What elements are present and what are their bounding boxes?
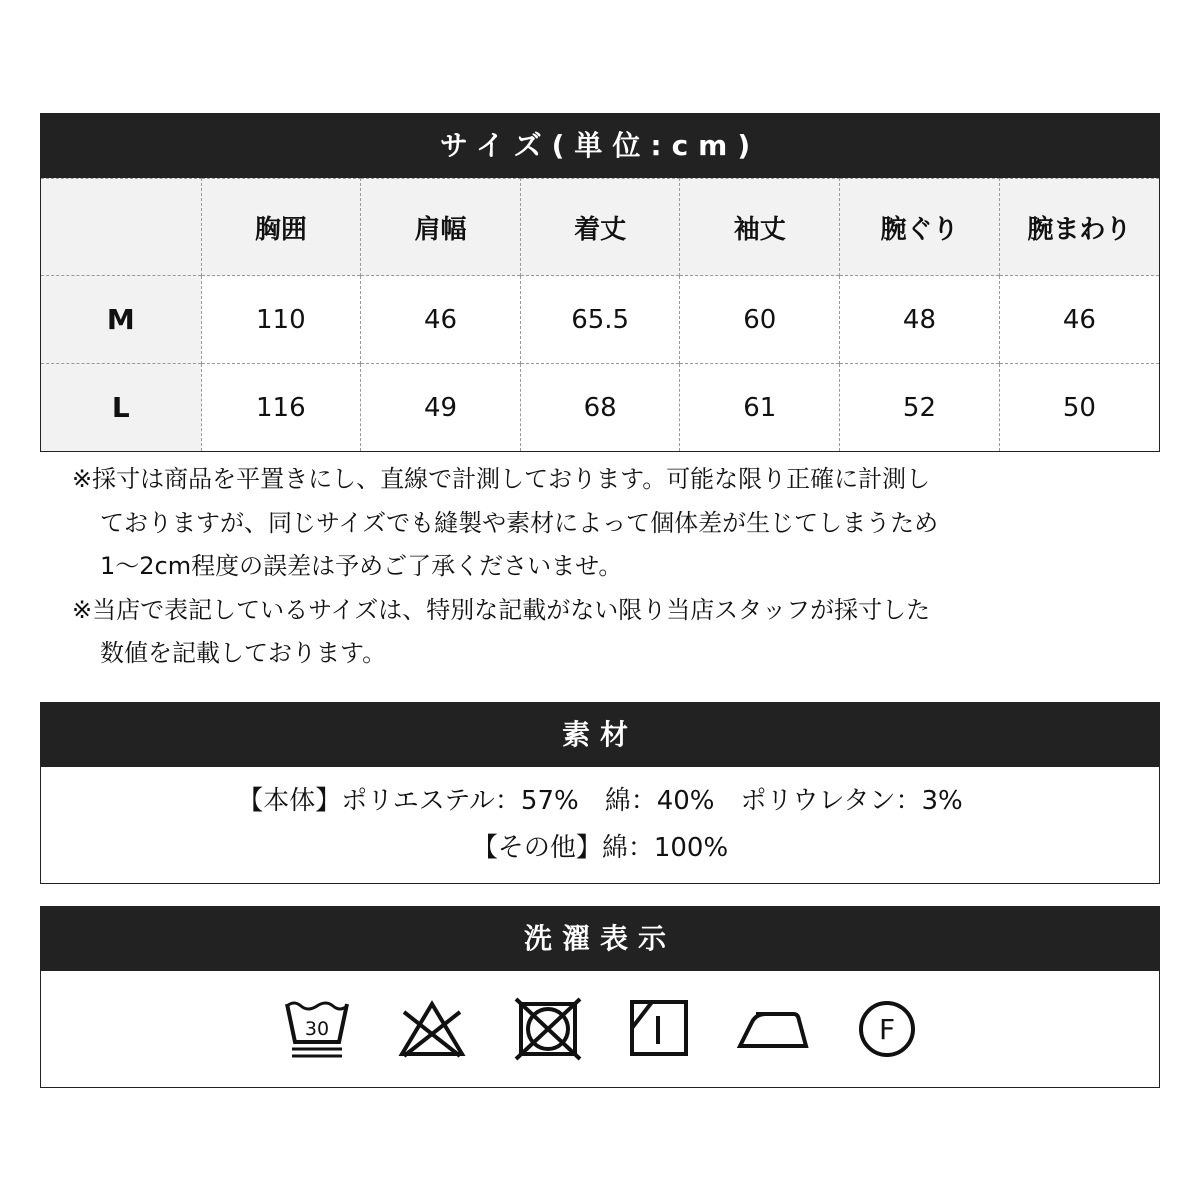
note-line: 1～2cm程度の誤差は予めご了承くださいませ。	[100, 552, 623, 580]
size-table	[41, 178, 1159, 451]
column-header-shoulder: 肩幅	[361, 179, 521, 276]
note-line: ※当店で表記しているサイズは、特別な記載がない限り当店スタッフが採寸した	[72, 595, 931, 624]
care-section	[40, 906, 1160, 1088]
table-cell: 46	[361, 276, 521, 364]
table-cell: 49	[361, 364, 521, 452]
note-measurement-method	[72, 458, 1072, 589]
table-cell: 52	[840, 364, 1000, 452]
material-other: 【その他】綿：100%	[471, 833, 729, 863]
table-cell: 46	[999, 276, 1159, 364]
line-dry-shade-icon	[628, 998, 692, 1060]
iron-low-icon	[736, 1002, 812, 1056]
table-row	[41, 276, 1159, 364]
size-label-m: M	[41, 276, 201, 364]
table-cell: 116	[201, 364, 361, 452]
table-cell: 50	[999, 364, 1159, 452]
note-line: 数値を記載しております。	[100, 639, 387, 667]
material-body	[41, 767, 1159, 883]
column-header-length: 着丈	[520, 179, 680, 276]
table-cell: 68	[520, 364, 680, 452]
note-line: ておりますが、同じサイズでも縫製や素材によって個体差が生じてしまうため	[100, 508, 939, 537]
column-header-armhole: 腕ぐり	[840, 179, 1000, 276]
column-header-sleeve: 袖丈	[680, 179, 840, 276]
material-main-body: 【本体】ポリエステル：57% 綿：40% ポリウレタン：3%	[237, 786, 963, 816]
size-table-section	[40, 113, 1160, 452]
material-section	[40, 702, 1160, 884]
measurement-notes	[72, 458, 1072, 676]
size-table-corner	[41, 179, 201, 276]
table-row	[41, 364, 1159, 452]
material-title: 素材	[41, 703, 1159, 767]
note-line: ※採寸は商品を平置きにし、直線で計測しております。可能な限り正確に計測し	[72, 465, 931, 493]
column-header-chest: 胸囲	[201, 179, 361, 276]
table-cell: 65.5	[520, 276, 680, 364]
note-size-source	[72, 589, 1072, 676]
table-cell: 60	[680, 276, 840, 364]
table-cell: 110	[201, 276, 361, 364]
no-bleach-icon	[396, 998, 468, 1060]
wash-tub-30-icon	[282, 998, 352, 1060]
care-title: 洗濯表示	[41, 907, 1159, 971]
column-header-arm-circumference: 腕まわり	[999, 179, 1159, 276]
care-icons	[41, 971, 1159, 1087]
size-table-header-row	[41, 179, 1159, 276]
table-cell: 48	[840, 276, 1000, 364]
size-table-title: サイズ(単位:cm)	[41, 114, 1159, 178]
no-tumble-dry-icon	[512, 997, 584, 1061]
dryclean-letter: F	[878, 1013, 896, 1046]
size-label-l: L	[41, 364, 201, 452]
wash-temp-label: 30	[304, 1018, 330, 1040]
table-cell: 61	[680, 364, 840, 452]
dryclean-f-icon	[856, 998, 918, 1060]
